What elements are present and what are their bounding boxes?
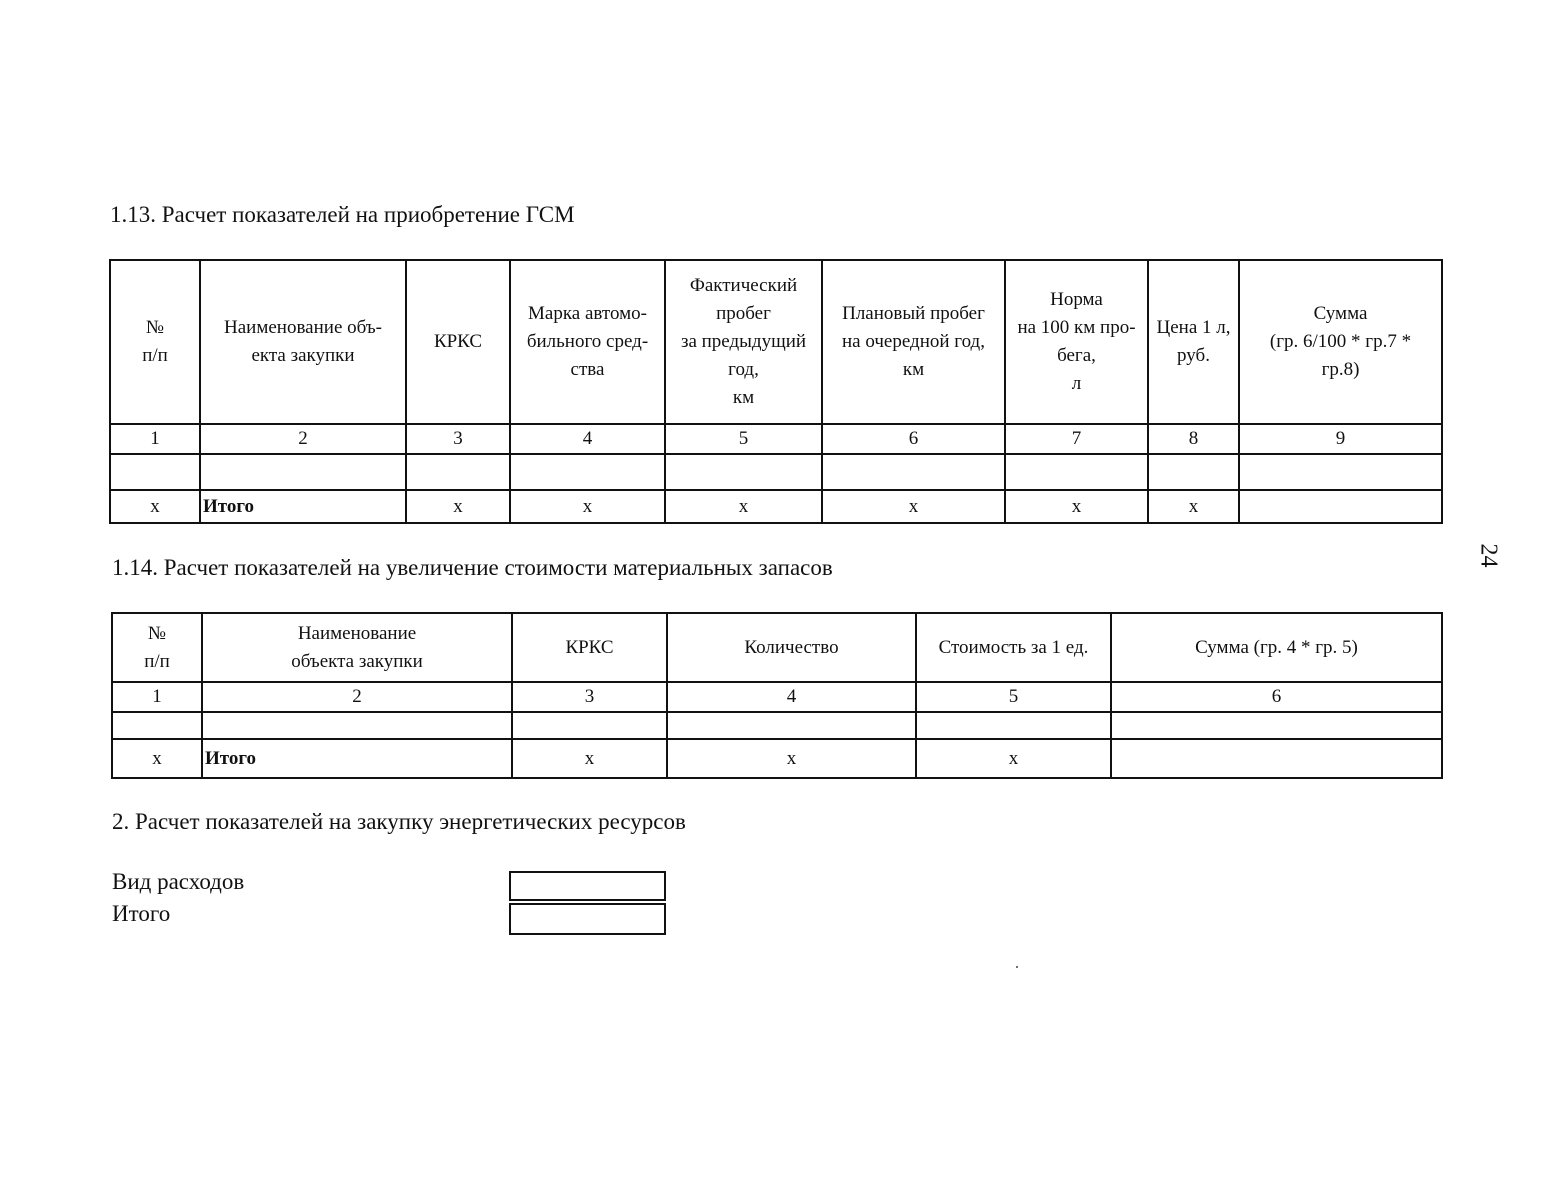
header-cell: Сумма (гр. 4 * гр. 5) bbox=[1111, 613, 1442, 682]
section-2-labels bbox=[112, 866, 244, 930]
total-box bbox=[509, 903, 666, 935]
table-cell bbox=[112, 712, 202, 739]
section-2-title: 2. Расчет показателей на закупку энергетических ресурсов bbox=[112, 809, 686, 834]
table-cell: х bbox=[822, 490, 1005, 523]
table-header-row bbox=[110, 260, 1442, 424]
table-cell: х bbox=[1005, 490, 1148, 523]
column-number: 3 bbox=[406, 424, 510, 454]
header-cell: Количество bbox=[667, 613, 916, 682]
table-cell: х bbox=[406, 490, 510, 523]
header-cell: Стоимость за 1 ед. bbox=[916, 613, 1111, 682]
total-label: Итого bbox=[202, 739, 512, 778]
scan-speck bbox=[1016, 966, 1018, 968]
column-number: 9 bbox=[1239, 424, 1442, 454]
column-number: 2 bbox=[202, 682, 512, 712]
header-cell: КРКС bbox=[512, 613, 667, 682]
table-cell bbox=[200, 454, 406, 490]
column-number: 5 bbox=[916, 682, 1111, 712]
table-cell bbox=[1148, 454, 1239, 490]
table-cell bbox=[1239, 454, 1442, 490]
fuel-table bbox=[109, 259, 1443, 524]
section-113-title: 1.13. Расчет показателей на приобретение ГСМ bbox=[110, 202, 575, 227]
table-row-empty bbox=[112, 712, 1442, 739]
table-row-numbers bbox=[112, 682, 1442, 712]
expense-type-box bbox=[509, 871, 666, 901]
table-cell bbox=[1111, 712, 1442, 739]
table-cell: х bbox=[665, 490, 822, 523]
table-row-total bbox=[112, 739, 1442, 778]
header-cell: № п/п bbox=[112, 613, 202, 682]
materials-table bbox=[111, 612, 1443, 779]
table-cell: х bbox=[112, 739, 202, 778]
column-number: 4 bbox=[510, 424, 665, 454]
table-row-total bbox=[110, 490, 1442, 523]
table-cell bbox=[822, 454, 1005, 490]
table-cell: х bbox=[667, 739, 916, 778]
table-cell: х bbox=[110, 490, 200, 523]
column-number: 7 bbox=[1005, 424, 1148, 454]
total-label: Итого bbox=[112, 901, 171, 926]
header-cell: Наименование объекта закупки bbox=[202, 613, 512, 682]
header-cell: Наименование объ- екта закупки bbox=[200, 260, 406, 424]
column-number: 6 bbox=[822, 424, 1005, 454]
header-cell: Фактический пробег за предыдущий год, км bbox=[665, 260, 822, 424]
table-cell bbox=[202, 712, 512, 739]
table-cell bbox=[110, 454, 200, 490]
header-cell: КРКС bbox=[406, 260, 510, 424]
column-number: 3 bbox=[512, 682, 667, 712]
header-cell: Норма на 100 км про- бега, л bbox=[1005, 260, 1148, 424]
table-header-row bbox=[112, 613, 1442, 682]
table-cell bbox=[916, 712, 1111, 739]
table-cell bbox=[1005, 454, 1148, 490]
header-cell: Цена 1 л, руб. bbox=[1148, 260, 1239, 424]
column-number: 6 bbox=[1111, 682, 1442, 712]
table-cell: х bbox=[916, 739, 1111, 778]
section-114-title: 1.14. Расчет показателей на увеличение стоимости материальных запасов bbox=[112, 555, 833, 580]
column-number: 1 bbox=[112, 682, 202, 712]
column-number: 4 bbox=[667, 682, 916, 712]
page-number: 24 bbox=[1475, 543, 1502, 568]
table-cell: х bbox=[512, 739, 667, 778]
table-row-empty bbox=[110, 454, 1442, 490]
table-cell bbox=[1239, 490, 1442, 523]
table-cell bbox=[667, 712, 916, 739]
table-row-numbers bbox=[110, 424, 1442, 454]
table-cell bbox=[1111, 739, 1442, 778]
table-cell bbox=[512, 712, 667, 739]
header-cell: № п/п bbox=[110, 260, 200, 424]
column-number: 8 bbox=[1148, 424, 1239, 454]
table-cell bbox=[510, 454, 665, 490]
table-cell bbox=[406, 454, 510, 490]
header-cell: Плановый пробег на очередной год, км bbox=[822, 260, 1005, 424]
expense-type-label: Вид расходов bbox=[112, 869, 245, 894]
header-cell: Сумма (гр. 6/100 * гр.7 * гр.8) bbox=[1239, 260, 1442, 424]
header-cell: Марка автомо- бильного сред- ства bbox=[510, 260, 665, 424]
column-number: 1 bbox=[110, 424, 200, 454]
table-cell: х bbox=[510, 490, 665, 523]
total-label: Итого bbox=[200, 490, 406, 523]
column-number: 5 bbox=[665, 424, 822, 454]
table-cell bbox=[665, 454, 822, 490]
column-number: 2 bbox=[200, 424, 406, 454]
table-cell: х bbox=[1148, 490, 1239, 523]
